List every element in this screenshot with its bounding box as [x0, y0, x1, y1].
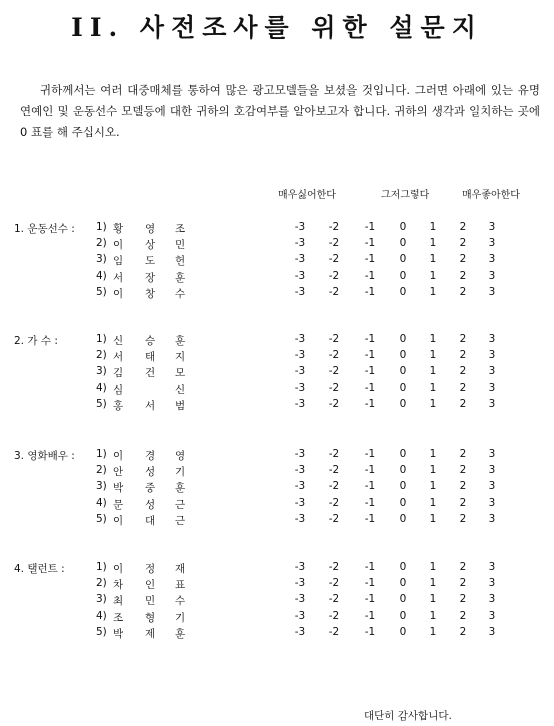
scale-option[interactable]: 3	[488, 496, 496, 509]
name-char: 수	[175, 287, 186, 300]
item-number: 5)	[96, 397, 107, 410]
name-char: 심	[113, 383, 124, 396]
question-row	[0, 253, 554, 269]
scale-option[interactable]: 2	[459, 609, 467, 622]
name-char: 도	[145, 255, 156, 268]
scale-option[interactable]: -2	[328, 464, 340, 477]
name-char: 성	[145, 498, 156, 511]
name-char: 서	[113, 271, 124, 284]
name-char: 제	[145, 627, 156, 640]
scale-option[interactable]: -1	[364, 349, 376, 362]
scale-option[interactable]: -2	[328, 512, 340, 525]
scale-option[interactable]: -3	[294, 397, 306, 410]
name-char: 조	[113, 611, 124, 624]
scale-option[interactable]: 3	[488, 397, 496, 410]
scale-option[interactable]: -1	[364, 381, 376, 394]
name-char: 이	[113, 514, 124, 527]
name-char: 장	[145, 271, 156, 284]
scale-option[interactable]: -3	[294, 285, 306, 298]
scale-option[interactable]: 1	[429, 464, 437, 477]
question-row	[0, 464, 554, 480]
name-char: 근	[175, 514, 186, 527]
scale-option[interactable]: 3	[488, 609, 496, 622]
name-char: 인	[145, 579, 156, 592]
scale-option[interactable]: 3	[488, 577, 496, 590]
question-row	[0, 593, 554, 609]
name-char: 영	[175, 450, 186, 462]
scale-option[interactable]: -2	[328, 333, 340, 345]
scale-option[interactable]: -2	[328, 381, 340, 394]
scale-option[interactable]: -2	[328, 561, 340, 573]
name-char: 차	[113, 579, 124, 592]
name-char: 최	[113, 595, 124, 608]
scale-option[interactable]: 1	[429, 285, 437, 298]
question-row	[0, 398, 554, 414]
name-char: 영	[145, 223, 156, 235]
scale-option[interactable]: -2	[328, 496, 340, 509]
scale-label-low: 매우싫어한다	[278, 190, 336, 201]
category-label: 4. 탤런트 :	[14, 563, 65, 575]
scale-option[interactable]: 0	[399, 381, 407, 394]
scale-option[interactable]: -2	[328, 480, 340, 493]
name-char: 경	[145, 450, 156, 462]
scale-option[interactable]: -1	[364, 480, 376, 493]
name-char: 신	[113, 335, 124, 347]
scale-option[interactable]: -3	[294, 480, 306, 493]
name-char: 창	[145, 287, 156, 300]
scale-option[interactable]: -3	[294, 253, 306, 266]
name-char: 범	[175, 399, 186, 412]
item-number: 4)	[96, 381, 107, 394]
scale-option[interactable]: -1	[364, 397, 376, 410]
scale-option[interactable]: 0	[399, 593, 407, 606]
name-char: 이	[113, 239, 124, 252]
scale-option[interactable]: 2	[459, 221, 467, 233]
scale-option[interactable]: 0	[399, 269, 407, 282]
scale-option[interactable]: 2	[459, 496, 467, 509]
name-char: 기	[175, 611, 186, 624]
name-char: 훈	[175, 335, 186, 347]
scale-option[interactable]: 1	[429, 480, 437, 493]
scale-option[interactable]: -1	[364, 333, 376, 345]
scale-option[interactable]: -2	[328, 285, 340, 298]
scale-option[interactable]: -2	[328, 365, 340, 378]
name-char: 상	[145, 239, 156, 252]
scale-option[interactable]: 1	[429, 512, 437, 525]
name-char: 조	[175, 223, 186, 235]
scale-option[interactable]: 2	[459, 285, 467, 298]
scale-option[interactable]: -1	[364, 285, 376, 298]
scale-option[interactable]: 0	[399, 480, 407, 493]
name-char: 건	[145, 367, 156, 380]
scale-option[interactable]: 1	[429, 448, 437, 460]
question-row	[0, 497, 554, 513]
question-row	[0, 626, 554, 642]
name-char: 서	[145, 399, 156, 412]
scale-option[interactable]: -3	[294, 577, 306, 590]
scale-option[interactable]: -3	[294, 381, 306, 394]
question-row	[0, 561, 554, 577]
scale-option[interactable]: 0	[399, 397, 407, 410]
item-number: 5)	[96, 512, 107, 525]
name-char: 형	[145, 611, 156, 624]
scale-option[interactable]: -1	[364, 496, 376, 509]
scale-option[interactable]: 0	[399, 577, 407, 590]
scale-option[interactable]: -1	[364, 561, 376, 573]
question-row	[0, 270, 554, 286]
scale-option[interactable]: -2	[328, 221, 340, 233]
scale-option[interactable]: 2	[459, 269, 467, 282]
name-char: 태	[145, 351, 156, 364]
scale-option[interactable]: 1	[429, 221, 437, 233]
scale-option[interactable]: 2	[459, 253, 467, 266]
scale-option[interactable]: -3	[294, 512, 306, 525]
scale-option[interactable]: -1	[364, 221, 376, 233]
name-char: 서	[113, 351, 124, 364]
name-char: 문	[113, 498, 124, 511]
scale-option[interactable]: 3	[488, 480, 496, 493]
scale-option[interactable]: 0	[399, 496, 407, 509]
scale-option[interactable]: 1	[429, 269, 437, 282]
scale-option[interactable]: 3	[488, 448, 496, 460]
scale-option[interactable]: -1	[364, 253, 376, 266]
scale-option[interactable]: 0	[399, 561, 407, 573]
scale-option[interactable]: 0	[399, 349, 407, 362]
scale-option[interactable]: -1	[364, 625, 376, 638]
scale-option[interactable]: 3	[488, 221, 496, 233]
name-char: 훈	[175, 627, 186, 640]
scale-option[interactable]: 1	[429, 237, 437, 250]
scale-option[interactable]: -2	[328, 349, 340, 362]
name-char: 민	[145, 595, 156, 608]
scale-option[interactable]: 3	[488, 561, 496, 573]
scale-option[interactable]: -2	[328, 448, 340, 460]
item-number: 1)	[96, 448, 107, 460]
name-char: 안	[113, 466, 124, 479]
scale-option[interactable]: 0	[399, 625, 407, 638]
item-number: 1)	[96, 333, 107, 345]
closing-text: 대단히 감사합니다.	[364, 710, 452, 722]
scale-option[interactable]: 3	[488, 381, 496, 394]
scale-option[interactable]: -2	[328, 609, 340, 622]
scale-option[interactable]: 3	[488, 593, 496, 606]
question-row	[0, 480, 554, 496]
scale-option[interactable]: -1	[364, 365, 376, 378]
name-char: 지	[175, 351, 186, 364]
scale-option[interactable]: 3	[488, 253, 496, 266]
name-char: 박	[113, 482, 124, 495]
scale-option[interactable]: 0	[399, 285, 407, 298]
item-number: 2)	[96, 577, 107, 590]
name-char: 표	[175, 579, 186, 592]
scale-option[interactable]: 2	[459, 349, 467, 362]
name-char: 중	[145, 482, 156, 495]
category-label: 1. 운동선수 :	[14, 223, 75, 235]
scale-option[interactable]: 2	[459, 480, 467, 493]
item-number: 3)	[96, 253, 107, 266]
scale-option[interactable]: 2	[459, 397, 467, 410]
item-number: 5)	[96, 285, 107, 298]
scale-option[interactable]: 0	[399, 237, 407, 250]
scale-option[interactable]: -2	[328, 397, 340, 410]
scale-option[interactable]: -1	[364, 593, 376, 606]
category-label: 3. 영화배우 :	[14, 450, 75, 462]
name-char: 근	[175, 498, 186, 511]
scale-option[interactable]: 1	[429, 349, 437, 362]
intro-paragraph	[20, 80, 540, 143]
question-row	[0, 237, 554, 253]
scale-option[interactable]: -3	[294, 448, 306, 460]
scale-option[interactable]: -1	[364, 609, 376, 622]
scale-option[interactable]: -2	[328, 625, 340, 638]
scale-option[interactable]: -2	[328, 269, 340, 282]
item-number: 4)	[96, 496, 107, 509]
scale-option[interactable]: 0	[399, 253, 407, 266]
name-char: 훈	[175, 482, 186, 495]
scale-option[interactable]: 3	[488, 365, 496, 378]
scale-option[interactable]: -3	[294, 333, 306, 345]
scale-option[interactable]: 1	[429, 496, 437, 509]
scale-option[interactable]: 2	[459, 333, 467, 345]
scale-option[interactable]: 2	[459, 593, 467, 606]
scale-option[interactable]: -3	[294, 464, 306, 477]
name-char: 이	[113, 563, 124, 575]
scale-option[interactable]: 1	[429, 625, 437, 638]
name-char: 재	[175, 563, 186, 575]
question-row	[0, 221, 554, 237]
scale-option[interactable]: -1	[364, 464, 376, 477]
item-number: 2)	[96, 464, 107, 477]
name-char: 홍	[113, 399, 124, 412]
name-char: 박	[113, 627, 124, 640]
name-char: 대	[145, 514, 156, 527]
scale-option[interactable]: -2	[328, 593, 340, 606]
scale-option[interactable]: 2	[459, 577, 467, 590]
scale-option[interactable]: 1	[429, 381, 437, 394]
name-char: 정	[145, 563, 156, 575]
scale-option[interactable]: -1	[364, 512, 376, 525]
scale-option[interactable]: 1	[429, 609, 437, 622]
scale-option[interactable]: -3	[294, 625, 306, 638]
scale-option[interactable]: -3	[294, 593, 306, 606]
name-char: 승	[145, 335, 156, 347]
question-row	[0, 365, 554, 381]
scale-option[interactable]: -2	[328, 253, 340, 266]
scale-option[interactable]: 0	[399, 365, 407, 378]
scale-label-mid: 그저그렇다	[381, 190, 430, 201]
item-number: 3)	[96, 365, 107, 378]
scale-option[interactable]: -1	[364, 577, 376, 590]
scale-option[interactable]: 1	[429, 593, 437, 606]
item-number: 1)	[96, 561, 107, 573]
page-title: II. 사전조사를 위한 설문지	[71, 13, 483, 42]
scale-option[interactable]: 2	[459, 561, 467, 573]
name-char: 성	[145, 466, 156, 479]
scale-option[interactable]: -3	[294, 365, 306, 378]
question-row	[0, 382, 554, 398]
scale-option[interactable]: -1	[364, 237, 376, 250]
name-char: 임	[113, 255, 124, 268]
name-char: 민	[175, 239, 186, 252]
question-row	[0, 513, 554, 529]
item-number: 4)	[96, 269, 107, 282]
scale-option[interactable]: -3	[294, 609, 306, 622]
name-char: 이	[113, 450, 124, 462]
question-row	[0, 333, 554, 349]
scale-option[interactable]: 0	[399, 221, 407, 233]
scale-option[interactable]: 0	[399, 448, 407, 460]
name-char: 모	[175, 367, 186, 380]
scale-option[interactable]: -3	[294, 496, 306, 509]
scale-option[interactable]: -2	[328, 577, 340, 590]
name-char: 헌	[175, 255, 186, 268]
scale-label-high: 매우좋아한다	[462, 190, 520, 201]
name-char: 신	[175, 383, 186, 396]
scale-option[interactable]: 2	[459, 625, 467, 638]
item-number: 3)	[96, 480, 107, 493]
question-row	[0, 610, 554, 626]
item-number: 5)	[96, 625, 107, 638]
item-number: 2)	[96, 349, 107, 362]
scale-option[interactable]: 3	[488, 333, 496, 345]
name-char: 훈	[175, 271, 186, 284]
scale-option[interactable]: 0	[399, 512, 407, 525]
scale-option[interactable]: -1	[364, 269, 376, 282]
scale-option[interactable]: 1	[429, 577, 437, 590]
scale-option[interactable]: -1	[364, 448, 376, 460]
name-char: 기	[175, 466, 186, 479]
scale-option[interactable]: 2	[459, 237, 467, 250]
scale-option[interactable]: 0	[399, 464, 407, 477]
scale-option[interactable]: 1	[429, 561, 437, 573]
scale-option[interactable]: 2	[459, 381, 467, 394]
scale-option[interactable]: 3	[488, 464, 496, 477]
scale-option[interactable]: 3	[488, 237, 496, 250]
scale-option[interactable]: 2	[459, 464, 467, 477]
category-label: 2. 가 수 :	[14, 335, 58, 347]
scale-option[interactable]: 3	[488, 269, 496, 282]
question-row	[0, 577, 554, 593]
scale-option[interactable]: 0	[399, 609, 407, 622]
scale-option[interactable]: 2	[459, 448, 467, 460]
scale-option[interactable]: -3	[294, 237, 306, 250]
item-number: 1)	[96, 221, 107, 233]
scale-option[interactable]: 1	[429, 333, 437, 345]
scale-option[interactable]: -2	[328, 237, 340, 250]
scale-option[interactable]: 1	[429, 365, 437, 378]
scale-option[interactable]: -3	[294, 561, 306, 573]
item-number: 4)	[96, 609, 107, 622]
item-number: 2)	[96, 237, 107, 250]
scale-option[interactable]: 3	[488, 625, 496, 638]
scale-option[interactable]: 3	[488, 349, 496, 362]
scale-option[interactable]: 3	[488, 285, 496, 298]
name-char: 김	[113, 367, 124, 380]
question-row	[0, 349, 554, 365]
scale-option[interactable]: 1	[429, 253, 437, 266]
scale-option[interactable]: 3	[488, 512, 496, 525]
name-char: 황	[113, 223, 124, 235]
scale-option[interactable]: 1	[429, 397, 437, 410]
question-row	[0, 286, 554, 302]
scale-option[interactable]: 0	[399, 333, 407, 345]
scale-option[interactable]: -3	[294, 269, 306, 282]
scale-option[interactable]: -3	[294, 349, 306, 362]
name-char: 수	[175, 595, 186, 608]
question-row	[0, 448, 554, 464]
scale-option[interactable]: 2	[459, 365, 467, 378]
name-char: 이	[113, 287, 124, 300]
scale-option[interactable]: 2	[459, 512, 467, 525]
intro-text: 귀하께서는 여러 대중매체를 통하여 많은 광고모델들을 보셨을 것입니다. 그러면 아래에 있는 유명 연예인 및 운동선수 모델등에 대한 귀하의 호감여부를 알아보고자 합니다. 귀하의 생각과 일치하는 곳에 0 표를 해 주십시오.	[20, 83, 540, 139]
scale-option[interactable]: -3	[294, 221, 306, 233]
item-number: 3)	[96, 593, 107, 606]
